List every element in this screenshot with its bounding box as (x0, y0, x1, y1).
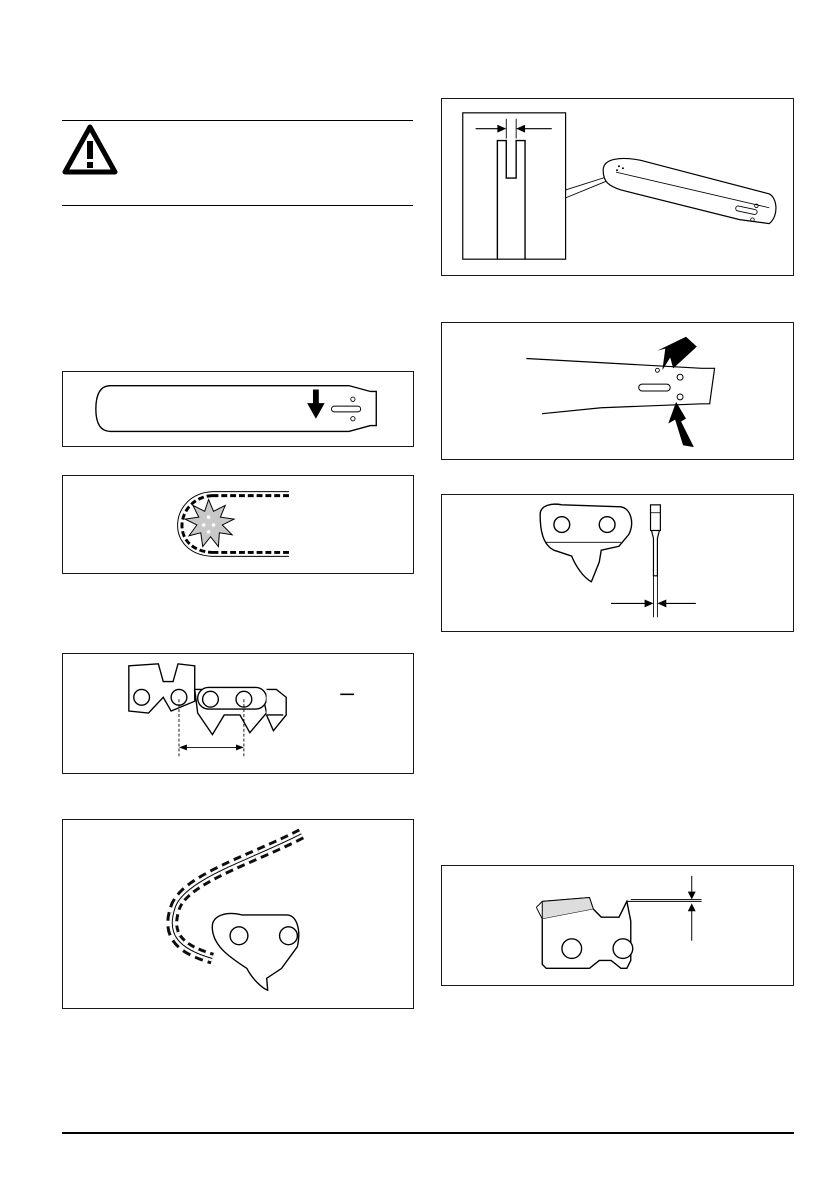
figure-chain-and-drive-link (62, 819, 414, 1009)
warning-top-rule (62, 120, 413, 121)
figure-depth-gauge-setting (441, 865, 794, 986)
warning-triangle-icon (62, 124, 118, 176)
figure-bar-nose-markings (441, 322, 794, 460)
figure-guide-bar-marking (62, 371, 414, 447)
figure-chain-on-sprocket (62, 475, 414, 574)
warning-bottom-rule (62, 205, 413, 206)
figure-drive-link-gauge (441, 494, 794, 632)
footer-rule (62, 1132, 794, 1134)
warning-text (130, 128, 410, 188)
figure-chain-pitch (62, 653, 414, 774)
figure-bar-groove-width (441, 98, 794, 276)
